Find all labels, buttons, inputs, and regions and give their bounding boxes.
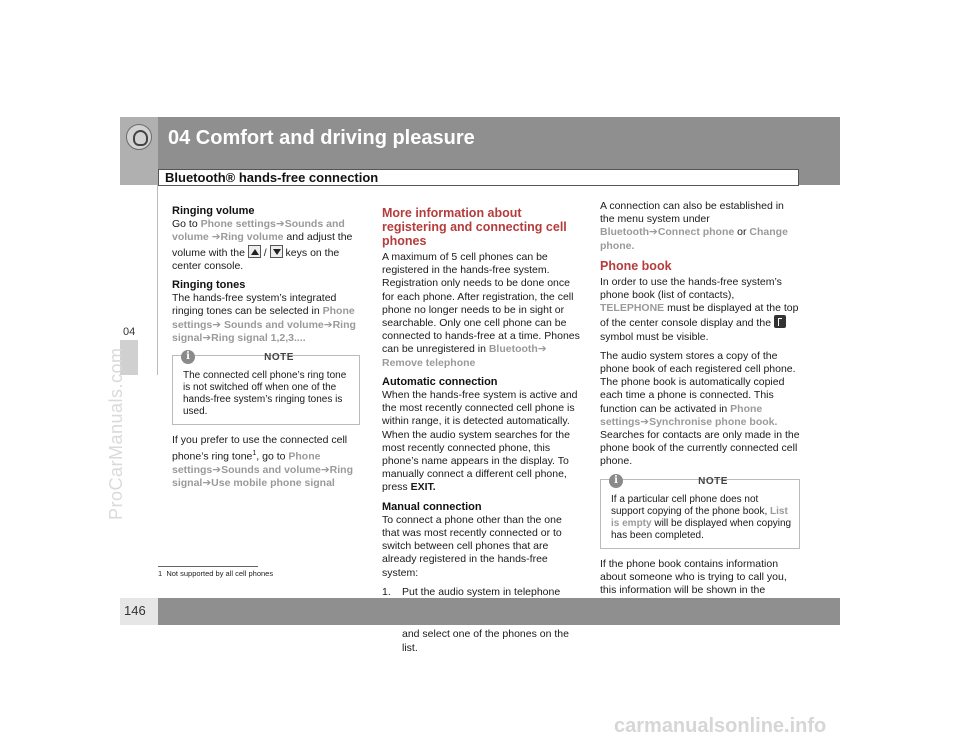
section-bar (158, 169, 799, 186)
paragraph-prefer (172, 434, 360, 490)
text: keys on the center console. (172, 246, 340, 272)
step-number: 1. (382, 585, 391, 598)
text: / (260, 246, 270, 259)
text: When the hands-free system is active and the most recently connected cell phone is within range, it is detected automatically. When the audio system searches for the most recently connected phone, this phone’s name appears in the display. To manually connect a different cell phone, press (382, 389, 578, 494)
arrow-icon: ➔ (275, 218, 285, 231)
down-key-icon (270, 245, 283, 258)
step-text: Put the audio system in telephone (402, 585, 561, 598)
watermark-left: ProCarManuals.com (106, 347, 126, 520)
text: symbol must be visible. (600, 330, 709, 343)
menu-bluetooth: Bluetooth (488, 343, 538, 356)
menu-bluetooth: Bluetooth (600, 226, 649, 239)
text: , go to (256, 450, 289, 463)
paragraph-ringing-volume (172, 218, 360, 273)
menu-phone-settings: Phone settings (600, 402, 763, 428)
note-box (172, 351, 360, 425)
arrow-icon: ➔ (202, 477, 212, 490)
watermark-bottom: carmanualsonline.info (614, 715, 827, 737)
menu-list-is-empty: List is empty (611, 505, 788, 529)
text: and adjust the volume with the (172, 231, 353, 259)
chapter-title: 04 Comfort and driving pleasure (168, 127, 475, 149)
menu-remove-telephone: Remove telephone (382, 356, 476, 369)
arrow-icon: ➔ (640, 415, 650, 428)
note-label: NOTE (698, 475, 728, 487)
arrow-icon: ➔ (211, 231, 221, 244)
text: must be displayed at the top of the center console display and the (600, 302, 799, 330)
key-exit: EXIT. (410, 481, 436, 494)
note-text: The connected cell phone’s ring tone is not switched off when one of the hands-free system’s ringing tones is used. (183, 370, 347, 418)
up-key-icon (248, 245, 261, 258)
text: A connection can also be established in the menu system under (600, 200, 784, 226)
heading-ringing-volume: Ringing volume (172, 205, 255, 217)
text: The audio system stores a copy of the phone book of each registered cell phone. The phone book is automatically copied each time a phone is connected. This function can be activated in (600, 349, 796, 415)
footnote-ref: 1 (252, 450, 257, 458)
info-icon: i (609, 474, 623, 488)
menu-phone-settings: Phone settings (172, 450, 321, 476)
note-box (600, 474, 800, 549)
text: Searches for contacts are only made in the phone book of the currently connected cell phone. (600, 429, 800, 468)
paragraph-automatic-connection (382, 389, 580, 495)
note-text (611, 494, 793, 542)
heading-automatic-connection: Automatic connection (382, 375, 498, 388)
footnote-number: 1 (158, 569, 163, 578)
footnote (158, 569, 273, 578)
info-icon: i (181, 350, 195, 364)
arrow-icon: ➔ (212, 463, 222, 476)
text: A maximum of 5 cell phones can be registered in the hands-free system. Registration only needs to be done once for each phone. After registration, the cell phone no longer needs to be in sight or searchable. Only one cell phone can be connected to hands-free at a time. Phones can be unregistered in (382, 251, 580, 356)
menu-sounds-and-volume: Sounds and volume (172, 218, 345, 244)
column-1 (172, 200, 360, 496)
footnote-text: Not supported by all cell phones (166, 569, 274, 578)
heading-phone-book: Phone book (600, 258, 672, 273)
menu-sounds-and-volume: Sounds and volume (221, 463, 321, 476)
car-logo-icon (126, 124, 152, 150)
note-label: NOTE (264, 352, 294, 364)
heading-ringing-tones: Ringing tones (172, 279, 246, 292)
text: If you prefer to use the connected cell phone’s ring tone (172, 434, 348, 463)
menu-ring-signal: Ring signal (172, 318, 356, 344)
heading-register: More information about registering and connecting cell phones (382, 206, 567, 248)
arrow-icon: ➔ (537, 343, 547, 356)
text: The hands-free system’s integrated ringing tones can be selected in (172, 292, 337, 318)
menu-sounds-and-volume: Sounds and volume (224, 318, 324, 331)
text: If a particular cell phone does not support copying of the phone book, (611, 493, 771, 517)
menu-change-phone: Change phone. (600, 226, 788, 252)
paragraph-also (600, 200, 800, 253)
paragraph-contains: If the phone book contains information about someone who is trying to call you, this information will be shown in the (600, 557, 787, 597)
menu-connect-phone: Connect phone (657, 226, 735, 239)
menu-ring-volume: Ring volume (220, 231, 284, 244)
menu-phone-settings: Phone settings (172, 305, 355, 331)
paragraph-manual-connection: To connect a phone other than the one that was most recently connected or to switch between cell phones that are already registered in the hands-free system: (382, 513, 562, 579)
paragraph-phone-book (600, 276, 800, 344)
arrow-icon: ➔ (202, 331, 212, 344)
menu-use-mobile-phone-signal: Use mobile phone signal (211, 477, 335, 490)
column-3 (600, 200, 800, 616)
column-2 (382, 200, 580, 658)
menu-synchronise-phone-book: Synchronise phone book. (649, 415, 778, 428)
menu-telephone: TELEPHONE (600, 302, 665, 315)
menu-ring-signal-123: Ring signal 1,2,3.... (211, 331, 306, 344)
menu-ring-signal: Ring signal (172, 463, 353, 490)
bluetooth-symbol-icon (774, 315, 786, 328)
heading-manual-connection: Manual connection (382, 500, 482, 513)
arrow-icon: ➔ (320, 463, 330, 476)
footer-band (120, 598, 840, 625)
arrow-icon: ➔ (649, 226, 658, 239)
text: or (734, 226, 750, 239)
text: and select one of the phones on the list. (402, 628, 569, 654)
arrow-icon: ➔ (323, 318, 333, 331)
text: Go to (172, 218, 201, 231)
paragraph-copy (600, 350, 800, 469)
arrow-icon: ➔ (212, 318, 222, 331)
page-number: 146 (124, 603, 146, 618)
footnote-rule (158, 566, 258, 567)
side-tab-label: 04 (123, 326, 136, 338)
menu-phone-settings: Phone settings (200, 218, 276, 231)
paragraph-register (382, 251, 580, 370)
text: will be displayed when copying has been completed. (611, 517, 792, 541)
paragraph-ringing-tones (172, 292, 360, 345)
text: In order to use the hands-free system’s phone book (list of contacts), (600, 275, 782, 302)
section-title: Bluetooth® hands-free connection (165, 170, 379, 185)
